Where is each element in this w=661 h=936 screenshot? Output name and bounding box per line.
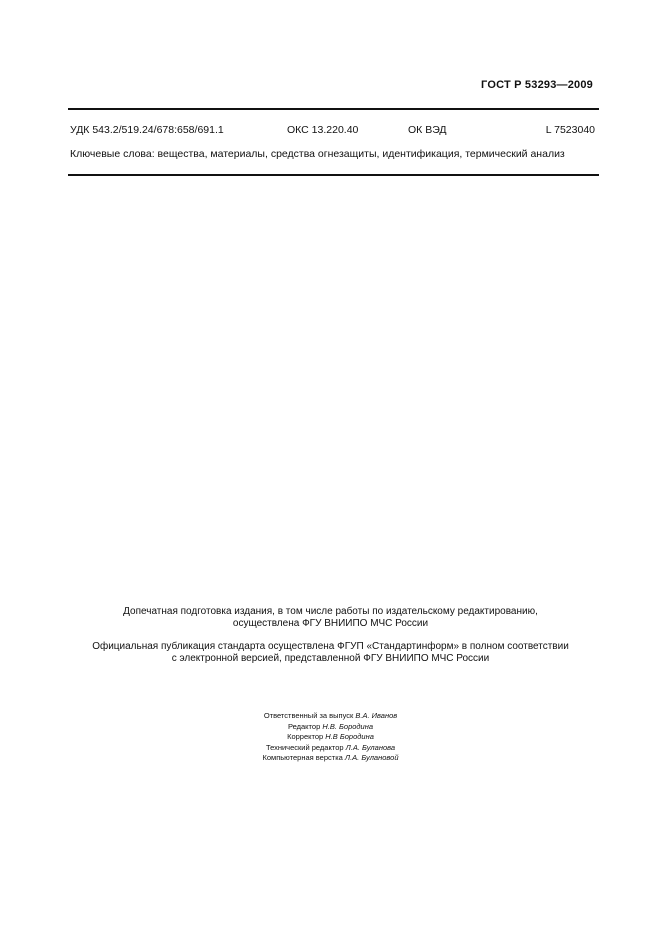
- credit-role: Компьютерная верстка: [262, 753, 343, 762]
- publication-note: [60, 641, 601, 665]
- preparation-line-1: Допечатная подготовка издания, в том числе работы по издательскому редактированию,: [123, 606, 538, 617]
- publication-line-1: Официальная публикация стандарта осуществлена ФГУП «Стандартинформ» в полном соответствии: [92, 641, 569, 652]
- credit-line: [180, 711, 481, 722]
- credit-name: Н.В Бородина: [325, 732, 374, 741]
- keywords-line: Ключевые слова: вещества, материалы, средства огнезащиты, идентификация, термический анализ: [70, 148, 565, 160]
- bottom-rule: [68, 174, 599, 176]
- credit-line: [180, 743, 481, 754]
- credit-line: [180, 722, 481, 733]
- credit-role: Технический редактор: [265, 742, 344, 752]
- credit-role: Ответственный за выпуск: [263, 711, 354, 720]
- preparation-line-2: осуществлена ФГУ ВНИИПО МЧС России: [232, 618, 429, 629]
- classification-row: [70, 124, 595, 138]
- credit-name: Н.В. Бородина: [322, 721, 374, 731]
- credit-name: Л.А. Буланова: [345, 742, 396, 752]
- credit-name: В.А. Иванов: [355, 711, 398, 720]
- top-rule: [68, 108, 599, 110]
- okp-code: L 7523040: [545, 124, 595, 136]
- preparation-note: [60, 606, 601, 630]
- udk-code: УДК 543.2/519.24/678:658/691.1: [70, 124, 224, 136]
- oks-code: ОКС 13.220.40: [287, 124, 359, 136]
- okved-code: ОК ВЭД: [408, 124, 447, 136]
- credits-block: [180, 711, 481, 764]
- credit-role: Корректор: [287, 732, 324, 741]
- credit-line: [180, 732, 481, 743]
- publication-line-2: с электронной версией, представленной ФГУ ВНИИПО МЧС России: [171, 653, 490, 664]
- credit-line: [180, 753, 481, 764]
- credit-name: Л.А. Булановой: [344, 753, 399, 762]
- credit-role: Редактор: [287, 721, 321, 731]
- document-code: ГОСТ Р 53293—2009: [481, 79, 593, 91]
